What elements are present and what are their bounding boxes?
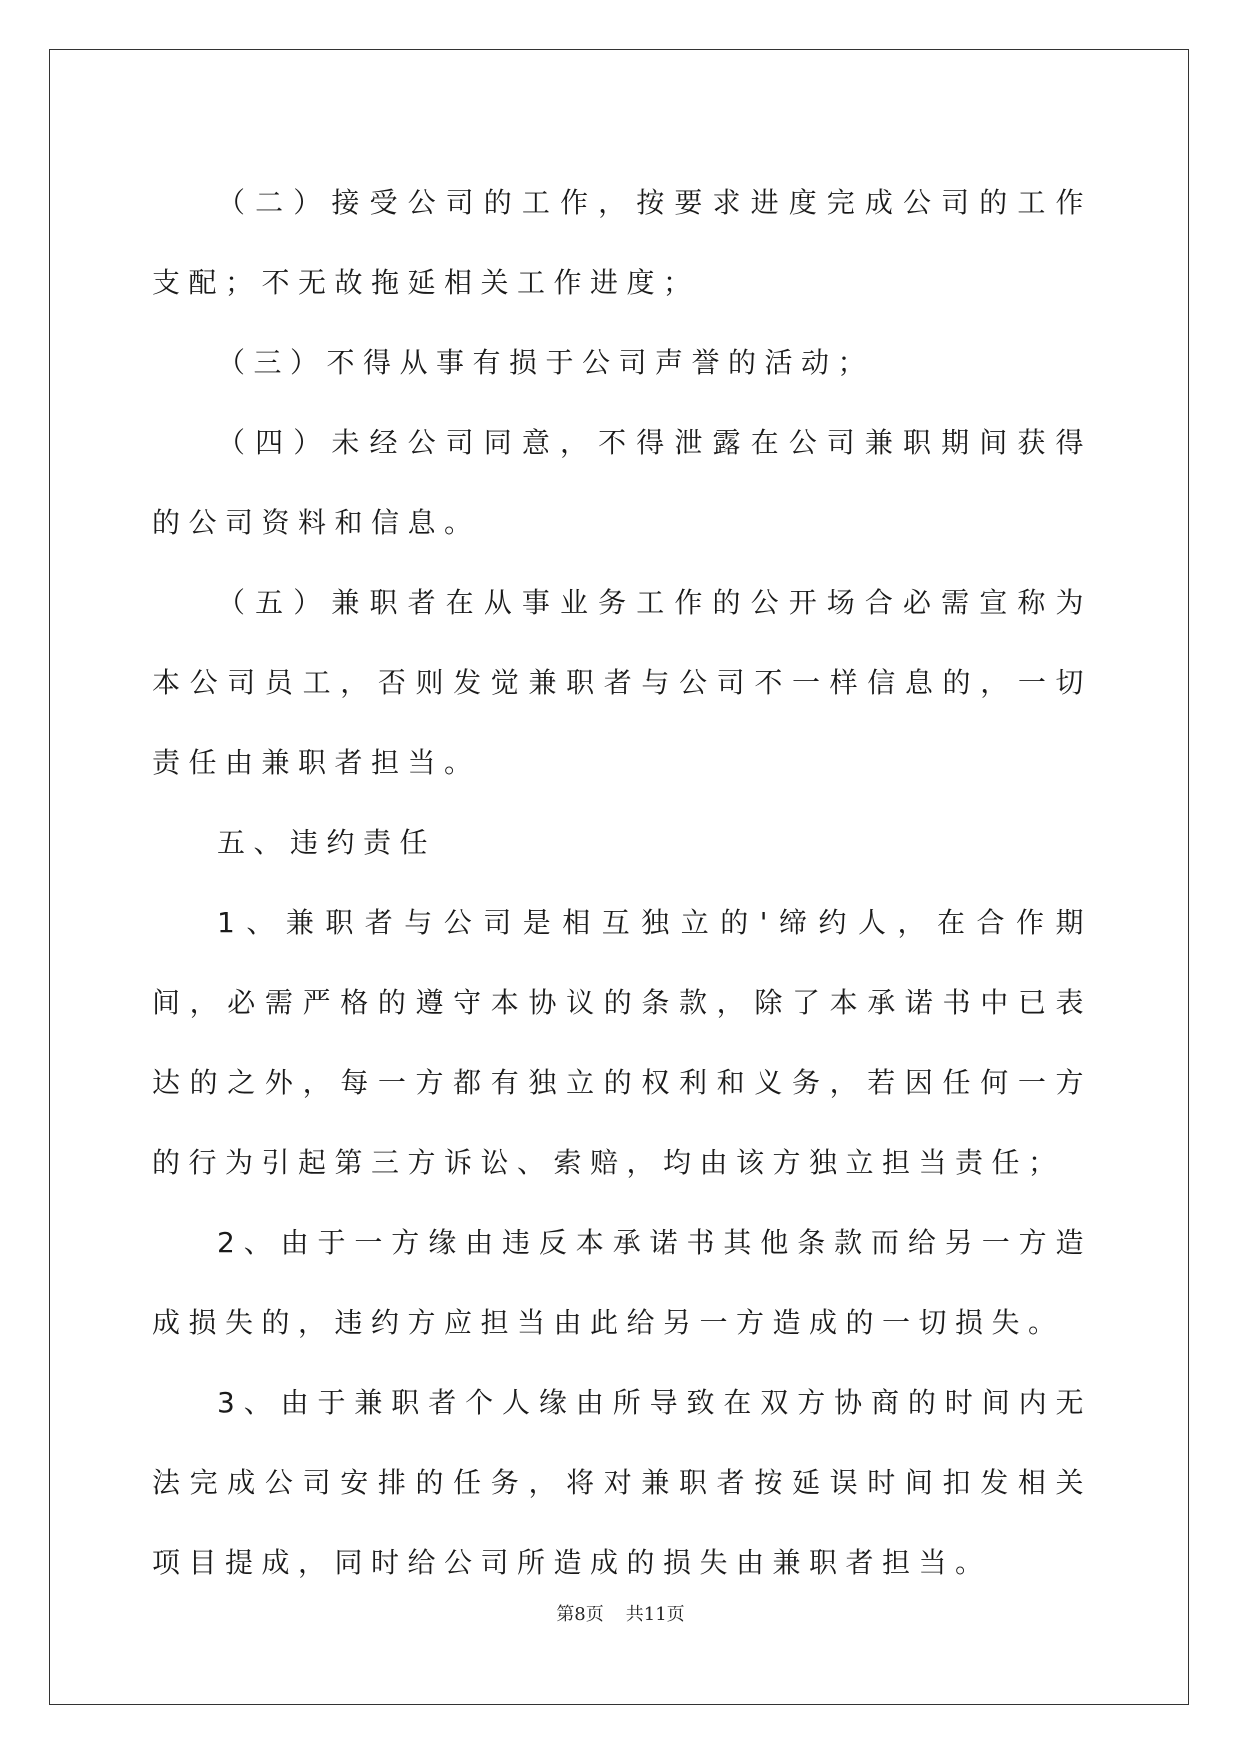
page-total: 共11页 — [625, 1604, 685, 1625]
liability-item-2: 2、由于一方缘由违反本承诺书其他条款而给另一方造成损失的，违约方应担当由此给另一方造成的一切损失。 — [152, 1226, 1092, 1339]
clause-three-paragraph: （三）不得从事有损于公司声誉的活动； — [217, 346, 875, 379]
liability-item-3: 3、由于兼职者个人缘由所导致在双方协商的时间内无法完成公司安排的任务，将对兼职者按延误时间扣发相关项目提成，同时给公司所造成的损失由兼职者担当。 — [152, 1386, 1092, 1579]
document-body — [152, 163, 1092, 1603]
clause-five-paragraph: （五）兼职者在从事业务工作的公开场合必需宣称为本公司员工，否则发觉兼职者与公司不一样信息的，一切责任由兼职者担当。 — [152, 586, 1092, 779]
liability-item-1: 1、兼职者与公司是相互独立的'缔约人，在合作期间，必需严格的遵守本协议的条款，除了本承诺书中已表达的之外，每一方都有独立的权利和义务，若因任何一方的行为引起第三方诉讼、索赔，均由该方独立担当责任； — [152, 906, 1092, 1179]
section-heading-breach-liability: 五、违约责任 — [217, 826, 437, 859]
page-footer — [0, 1600, 1241, 1626]
clause-four-paragraph: （四）未经公司同意，不得泄露在公司兼职期间获得的公司资料和信息。 — [152, 426, 1092, 539]
clause-two-paragraph: （二）接受公司的工作，按要求进度完成公司的工作支配；不无故拖延相关工作进度； — [152, 186, 1092, 299]
page-number: 第8页 — [556, 1604, 604, 1625]
